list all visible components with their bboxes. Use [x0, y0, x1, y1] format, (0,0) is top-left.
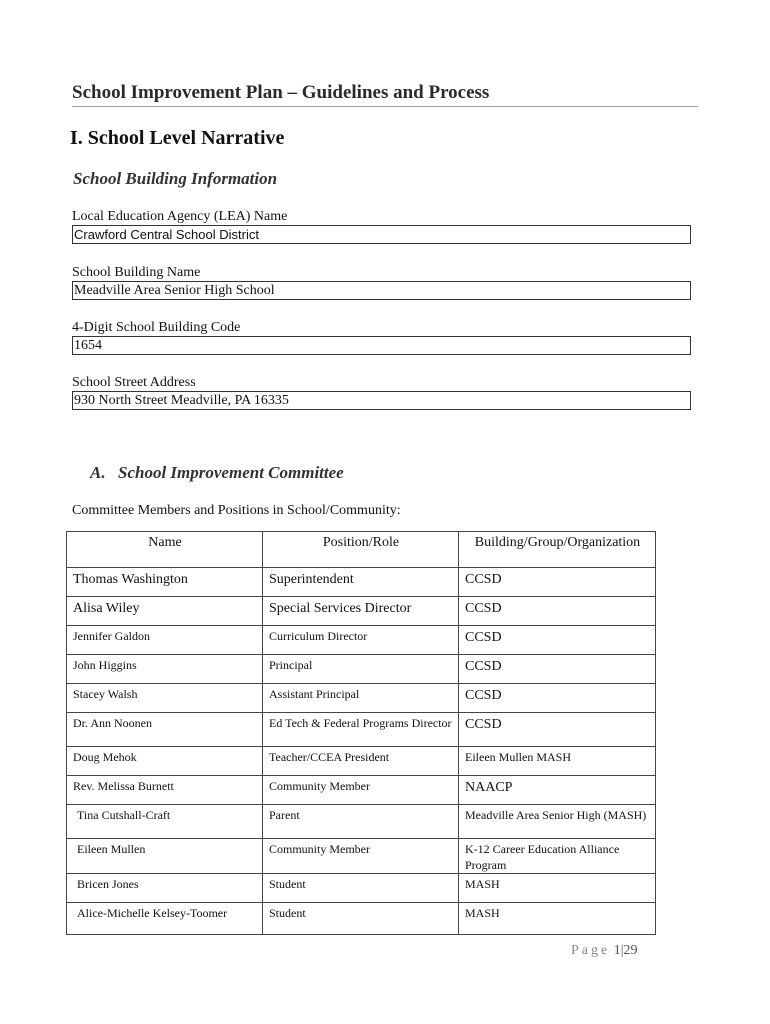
member-name: Dr. Ann Noonen [67, 713, 263, 747]
committee-table [66, 531, 656, 935]
building-code-field-group [72, 319, 691, 355]
member-organization: CCSD [459, 713, 656, 747]
lea-label: Local Education Agency (LEA) Name [72, 209, 288, 224]
member-name: Alice-Michelle Kelsey-Toomer [67, 903, 263, 935]
lea-field-group [72, 208, 691, 244]
member-name: Alisa Wiley [67, 597, 263, 626]
member-organization: CCSD [459, 597, 656, 626]
building-code-field[interactable]: 1654 [72, 336, 691, 355]
member-name: Rev. Melissa Burnett [67, 776, 263, 805]
table-row [67, 568, 656, 597]
member-organization: CCSD [459, 626, 656, 655]
member-position: Ed Tech & Federal Programs Director [263, 713, 459, 747]
column-header-name: Name [67, 532, 263, 568]
address-label: School Street Address [72, 375, 196, 390]
member-name: Eileen Mullen [67, 839, 263, 874]
table-row [67, 839, 656, 874]
member-name: Doug Mehok [67, 747, 263, 776]
committee-intro: Committee Members and Positions in School/Community: [72, 503, 401, 518]
member-organization: Meadville Area Senior High (MASH) [459, 805, 656, 839]
committee-heading [90, 463, 344, 483]
member-position: Special Services Director [263, 597, 459, 626]
member-position: Community Member [263, 776, 459, 805]
section-heading: I. School Level Narrative [70, 127, 285, 149]
member-position: Parent [263, 805, 459, 839]
table-header-row [67, 532, 656, 568]
building-name-label: School Building Name [72, 265, 201, 280]
member-name: Jennifer Galdon [67, 626, 263, 655]
lea-name-field[interactable]: Crawford Central School District [72, 225, 691, 244]
member-organization: CCSD [459, 684, 656, 713]
member-name: Tina Cutshall-Craft [67, 805, 263, 839]
building-name-field-group [72, 264, 691, 300]
sub-heading: School Building Information [73, 169, 278, 188]
member-name: John Higgins [67, 655, 263, 684]
address-field[interactable]: 930 North Street Meadville, PA 16335 [72, 391, 691, 410]
building-name-field[interactable]: Meadville Area Senior High School [72, 281, 691, 300]
member-organization: CCSD [459, 568, 656, 597]
table-row [67, 713, 656, 747]
page-number: 1 [613, 943, 621, 958]
member-position: Teacher/CCEA President [263, 747, 459, 776]
member-position: Student [263, 903, 459, 935]
member-name: Thomas Washington [67, 568, 263, 597]
page-footer [571, 943, 638, 959]
member-organization: Eileen Mullen MASH [459, 747, 656, 776]
member-organization: K-12 Career Education Alliance Program [459, 839, 656, 874]
table-row [67, 626, 656, 655]
table-row [67, 747, 656, 776]
member-name: Bricen Jones [67, 874, 263, 903]
committee-letter: A. [90, 463, 106, 482]
member-position: Community Member [263, 839, 459, 874]
table-row [67, 805, 656, 839]
member-organization: MASH [459, 903, 656, 935]
table-row [67, 776, 656, 805]
member-organization: NAACP [459, 776, 656, 805]
member-position: Student [263, 874, 459, 903]
address-field-group [72, 374, 691, 410]
page-title: School Improvement Plan – Guidelines and Process [72, 82, 698, 107]
member-organization: MASH [459, 874, 656, 903]
table-row [67, 684, 656, 713]
total-pages: 29 [623, 943, 638, 958]
table-row [67, 655, 656, 684]
building-code-label: 4-Digit School Building Code [72, 320, 241, 335]
page-separator: | [620, 943, 624, 958]
member-position: Superintendent [263, 568, 459, 597]
committee-heading-text: School Improvement Committee [118, 463, 344, 482]
member-position: Principal [263, 655, 459, 684]
member-organization: CCSD [459, 655, 656, 684]
table-row [67, 874, 656, 903]
member-position: Curriculum Director [263, 626, 459, 655]
column-header-organization: Building/Group/Organization [459, 532, 656, 568]
table-row [67, 903, 656, 935]
page-word: Page [571, 943, 611, 958]
member-name: Stacey Walsh [67, 684, 263, 713]
member-position: Assistant Principal [263, 684, 459, 713]
table-row [67, 597, 656, 626]
column-header-position: Position/Role [263, 532, 459, 568]
